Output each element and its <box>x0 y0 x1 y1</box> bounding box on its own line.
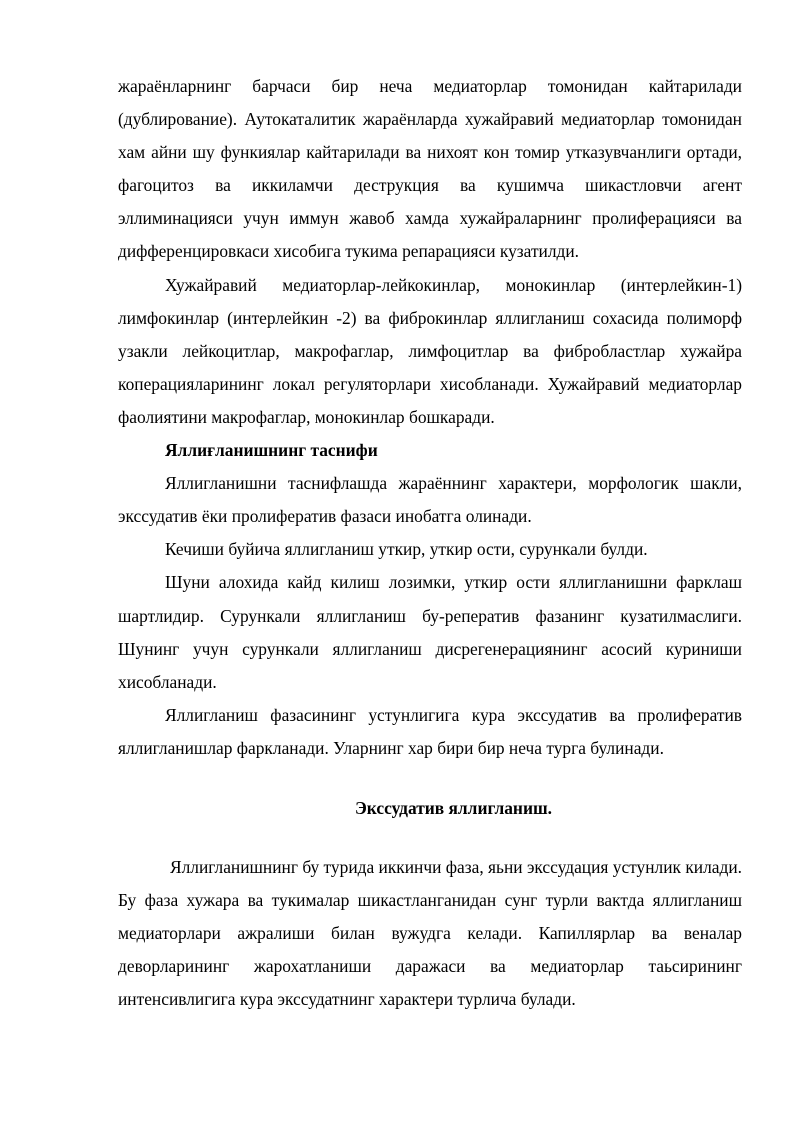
paragraph-classification-criteria: Яллигланишни таснифлашда жараённинг характери, морфологик шакли, экссудатив ёки пролифератив фазаси инобатга олинади. <box>118 473 742 527</box>
paragraph-phase-types: Яллигланиш фазасининг устунлигига кура экссудатив ва пролифератив яллигланишлар фаркланади. Уларнинг хар бири бир неча турга булинади. <box>118 704 742 758</box>
section-heading-classification: Яллиғланишнинг таснифи <box>165 440 378 461</box>
spacer <box>118 765 742 792</box>
spacer <box>118 825 742 851</box>
document-page <box>118 70 742 1017</box>
paragraph-cellular-mediators: Хужайравий медиаторлар-лейкокинлар, монокинлар (интерлейкин-1) лимфокинлар (интерлейкин -2) ва фиброкинлар яллигланиш сохасида полиморф узакли лейкоцитлар, макрофаглар, лимфоцитлар ва фибробластлар хужайра коперацияларининг локал регуляторлари хисобланади. Хужайравий медиаторлар фаолиятини макрофаглар, монокинлар бошкаради. <box>118 274 742 427</box>
paragraph-subacute-note: Шуни алохида кайд килиш лозимки, уткир ости яллигланишни фарклаш шартлидир. Сурункали яллигланиш бу-реператив фазанинг кузатилмаслиги. Шунинг учун сурункали яллигланиш дисрегенерациянинг асосий куриниши хисобланади. <box>118 572 742 692</box>
paragraph-exudative: Яллигланишнинг бу турида иккинчи фаза, яьни экссудация устунлик килади. Бу фаза хужара ва тукималар шикастланганидан сунг турли вактда яллигланиш медиаторлари ажралиши билан вужудга келади. Капиллярлар ва веналар деворларининг жарохатланиши даражаси ва медиаторлар таьсирининг интенсивлигига кура экссудатнинг характери турлича булади. <box>118 857 742 1010</box>
section-heading-exudative: Экссудатив яллигланиш. <box>354 797 552 818</box>
paragraph-continuation: жараёнларнинг барчаси бир неча медиаторлар томонидан кайтарилади (дублирование). Аутокаталитик жараёнларда хужайравий медиаторлар томонидан хам айни шу функиялар кайтарилади ва нихоят кон томир утказувчанлиги ортади, фагоцитоз ва иккиламчи деструкция ва кушимча шикастловчи агент эллиминацияси учун иммун жавоб хамда хужайраларнинг пролиферацияси ва дифференцировкаси хисобига тукима репарацияси кузатилди. <box>118 76 742 262</box>
paragraph-course-types: Кечиши буйича яллигланиш уткир, уткир ости, сурункали булди. <box>165 539 648 560</box>
